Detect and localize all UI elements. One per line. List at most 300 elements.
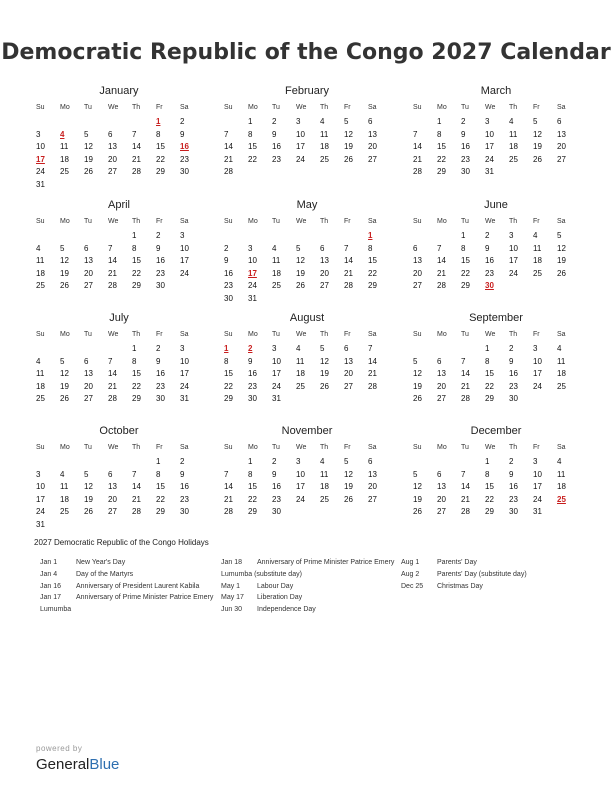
day-cell: 23: [156, 268, 165, 278]
day-cell: 27: [557, 154, 566, 164]
day-cell: 28: [132, 507, 141, 516]
day-cell: 26: [60, 394, 69, 403]
day-cell: 23: [156, 381, 165, 391]
day-cell: 11: [60, 482, 69, 491]
day-cell: 15: [485, 482, 494, 491]
day-cell: 18: [533, 256, 542, 265]
empty-day-cell: [82, 116, 106, 129]
empty-day-cell: [435, 230, 459, 243]
day-cell: 28: [108, 394, 117, 403]
weekday-header: Th: [132, 444, 141, 451]
day-cell: 31: [180, 394, 189, 403]
holiday-column-1: [40, 557, 220, 616]
day-cell: 18: [320, 482, 329, 491]
day-cell: 28: [437, 281, 446, 290]
weekday-header: Su: [224, 218, 233, 225]
day-cell: 4: [557, 344, 562, 353]
day-cell: 13: [84, 256, 93, 265]
empty-day-cell: [106, 116, 130, 129]
day-cell: 14: [344, 256, 353, 265]
day-cell: 15: [156, 482, 165, 491]
day-cell: 9: [180, 129, 185, 139]
day-cell: 8: [248, 129, 253, 139]
day-cell: 22: [461, 268, 470, 278]
day-cell: 23: [224, 281, 233, 290]
day-cell: 22: [485, 381, 494, 391]
day-cell: 13: [368, 469, 377, 479]
day-cell: 2: [509, 344, 514, 353]
holiday-column-3: [401, 557, 581, 592]
day-cell: 30: [180, 167, 189, 176]
empty-day-cell: [34, 456, 58, 469]
day-cell: 19: [413, 494, 422, 504]
day-cell: 26: [296, 281, 305, 290]
day-cell: 17: [36, 494, 45, 504]
day-cell: 27: [344, 381, 353, 391]
holiday-date: May 1: [221, 582, 241, 590]
weekday-header: Sa: [368, 444, 377, 451]
day-cell: 14: [224, 142, 233, 151]
day-cell: 15: [485, 369, 494, 378]
day-cell: 20: [108, 154, 117, 164]
empty-day-cell: [411, 343, 435, 356]
day-cell: 22: [485, 494, 494, 504]
day-cell: 2: [485, 231, 490, 240]
day-cell: 3: [485, 117, 490, 126]
day-cell: 30: [248, 394, 257, 403]
day-cell: 15: [368, 256, 377, 265]
day-cell: 1: [485, 457, 490, 466]
holiday-day-cell: 30: [485, 281, 494, 290]
weekday-header: We: [108, 218, 119, 225]
weekday-header: Tu: [84, 104, 92, 111]
day-cell: 22: [368, 268, 377, 278]
day-cell: 6: [84, 243, 89, 253]
weekday-header: Tu: [84, 218, 92, 225]
day-cell: 19: [344, 142, 353, 151]
day-cell: 7: [132, 469, 137, 479]
empty-day-cell: [34, 230, 58, 243]
day-cell: 5: [557, 231, 562, 240]
day-cell: 14: [108, 369, 117, 378]
day-cell: 19: [60, 381, 69, 391]
day-cell: 27: [413, 281, 422, 290]
day-cell: 15: [437, 142, 446, 151]
brand-general: General: [36, 756, 90, 773]
day-cell: 11: [36, 256, 45, 265]
day-cell: 10: [485, 129, 494, 139]
day-cell: 20: [437, 494, 446, 504]
day-cell: 17: [296, 142, 305, 151]
day-cell: 25: [533, 268, 542, 278]
holiday-date: Aug 1: [401, 559, 420, 566]
day-cell: 26: [344, 154, 353, 164]
day-cell: 3: [248, 243, 253, 253]
day-cell: 2: [509, 457, 514, 466]
day-cell: 12: [84, 142, 93, 151]
day-cell: 25: [296, 381, 305, 391]
day-cell: 20: [368, 142, 377, 151]
weekday-header: Tu: [461, 218, 469, 225]
holiday-date: Dec 25: [401, 582, 424, 590]
month-january: [34, 84, 204, 191]
day-cell: 7: [461, 356, 466, 366]
holiday-name: Anniversary of Prime Minister Patrice Emery Lumumba (substitute day): [221, 559, 395, 578]
day-cell: 10: [509, 243, 518, 253]
day-cell: 14: [132, 482, 141, 491]
holiday-date: Jan 4: [40, 570, 58, 578]
day-cell: 31: [272, 394, 281, 403]
empty-day-cell: [222, 230, 246, 243]
day-cell: 10: [180, 243, 189, 253]
month-december: [411, 424, 581, 519]
day-cell: 8: [132, 356, 137, 366]
day-cell: 22: [224, 381, 233, 391]
day-cell: 16: [485, 256, 494, 265]
weekday-header: Sa: [557, 104, 566, 111]
day-cell: 16: [180, 482, 189, 491]
weekday-header: We: [485, 104, 496, 111]
empty-day-cell: [58, 343, 82, 356]
day-cell: 25: [36, 281, 45, 290]
day-cell: 11: [533, 243, 542, 253]
weekday-header: Mo: [60, 331, 70, 338]
month-name: October: [99, 425, 139, 437]
day-cell: 13: [344, 356, 353, 366]
day-cell: 19: [320, 369, 329, 378]
day-cell: 8: [132, 243, 137, 253]
day-cell: 28: [224, 507, 233, 516]
empty-day-cell: [82, 343, 106, 356]
day-cell: 2: [156, 344, 161, 353]
day-cell: 3: [180, 344, 185, 353]
day-cell: 4: [36, 356, 41, 366]
holiday-entry: [401, 581, 581, 593]
weekday-header: Fr: [156, 331, 163, 338]
holiday-day-cell: 2: [248, 344, 253, 353]
weekday-header: Su: [224, 104, 233, 111]
empty-day-cell: [130, 456, 154, 469]
holiday-name: Christmas Day: [437, 582, 483, 590]
month-name: March: [480, 85, 512, 97]
day-cell: 18: [557, 369, 566, 378]
holiday-entry: [40, 592, 220, 616]
day-cell: 16: [509, 482, 518, 491]
weekday-header: Mo: [60, 104, 70, 111]
weekday-header: Mo: [248, 218, 258, 225]
month-name: August: [289, 312, 325, 324]
weekday-header: Th: [320, 218, 329, 225]
empty-day-cell: [342, 230, 366, 243]
weekday-header: Sa: [557, 218, 566, 225]
day-cell: 11: [296, 356, 305, 366]
holiday-date: Jan 18: [221, 559, 243, 566]
weekday-header: We: [108, 444, 119, 451]
weekday-header: Tu: [272, 444, 280, 451]
day-cell: 12: [320, 356, 329, 366]
day-cell: 13: [557, 129, 566, 139]
day-cell: 14: [413, 142, 422, 151]
day-cell: 9: [224, 256, 229, 265]
day-cell: 16: [156, 256, 165, 265]
month-name: April: [107, 199, 130, 211]
day-cell: 17: [533, 482, 542, 491]
day-cell: 24: [296, 494, 305, 504]
day-cell: 13: [84, 369, 93, 378]
empty-day-cell: [411, 456, 435, 469]
weekday-header: Tu: [84, 331, 92, 338]
day-cell: 10: [533, 356, 542, 366]
day-cell: 19: [533, 142, 542, 151]
day-cell: 26: [60, 281, 69, 290]
day-cell: 5: [320, 344, 325, 353]
day-cell: 16: [248, 369, 257, 378]
day-cell: 20: [84, 381, 93, 391]
day-cell: 13: [437, 369, 446, 378]
day-cell: 7: [224, 129, 229, 139]
day-cell: 4: [60, 469, 65, 479]
day-cell: 29: [248, 507, 257, 516]
day-cell: 11: [320, 469, 329, 479]
day-cell: 3: [533, 344, 538, 353]
day-cell: 30: [224, 293, 233, 303]
day-cell: 24: [36, 167, 45, 176]
day-cell: 13: [413, 256, 422, 265]
day-cell: 8: [224, 356, 229, 366]
weekday-header: We: [485, 218, 496, 225]
day-cell: 26: [84, 167, 93, 176]
weekday-header: Th: [509, 331, 518, 338]
day-cell: 8: [156, 469, 161, 479]
day-cell: 30: [509, 507, 518, 516]
weekday-header: Sa: [557, 444, 566, 451]
day-cell: 25: [320, 494, 329, 504]
day-cell: 10: [272, 356, 281, 366]
day-cell: 4: [557, 457, 562, 466]
month-name: February: [284, 85, 330, 97]
weekday-header: Tu: [461, 331, 469, 338]
day-cell: 12: [344, 129, 353, 139]
empty-day-cell: [58, 456, 82, 469]
month-august: [222, 311, 392, 406]
day-cell: 29: [368, 281, 377, 290]
day-cell: 2: [461, 117, 466, 126]
day-cell: 10: [533, 469, 542, 479]
day-cell: 4: [320, 457, 325, 466]
day-cell: 31: [485, 167, 494, 176]
day-cell: 18: [296, 369, 305, 378]
weekday-header: Su: [36, 104, 45, 111]
holiday-date: May 17: [221, 594, 244, 602]
empty-day-cell: [435, 456, 459, 469]
month-days-grid: [411, 329, 581, 406]
day-cell: 24: [296, 154, 305, 164]
weekday-header: We: [485, 444, 496, 451]
weekday-header: Mo: [437, 218, 447, 225]
month-name: December: [470, 425, 522, 437]
weekday-header: Fr: [156, 104, 163, 111]
day-cell: 26: [84, 507, 93, 516]
day-cell: 22: [132, 381, 141, 391]
day-cell: 24: [180, 381, 189, 391]
weekday-header: Fr: [533, 444, 540, 451]
day-cell: 20: [108, 494, 117, 504]
day-cell: 26: [413, 507, 422, 516]
day-cell: 24: [36, 507, 45, 516]
holiday-day-cell: 16: [180, 142, 189, 151]
day-cell: 9: [156, 356, 161, 366]
day-cell: 6: [344, 344, 349, 353]
empty-day-cell: [34, 343, 58, 356]
day-cell: 20: [320, 268, 329, 278]
empty-day-cell: [82, 456, 106, 469]
day-cell: 17: [272, 369, 281, 378]
day-cell: 18: [557, 482, 566, 491]
weekday-header: Mo: [248, 331, 258, 338]
day-cell: 2: [156, 231, 161, 240]
day-cell: 15: [248, 482, 257, 491]
day-cell: 8: [485, 469, 490, 479]
day-cell: 25: [272, 281, 281, 290]
month-may: [222, 198, 392, 305]
day-cell: 15: [156, 142, 165, 151]
holiday-name: New Year's Day: [76, 559, 126, 566]
weekday-header: Mo: [248, 104, 258, 111]
day-cell: 1: [461, 231, 466, 240]
day-cell: 20: [84, 268, 93, 278]
day-cell: 29: [156, 507, 165, 516]
weekday-header: Su: [36, 218, 45, 225]
day-cell: 16: [156, 369, 165, 378]
month-march: [411, 84, 581, 179]
day-cell: 11: [320, 129, 329, 139]
day-cell: 6: [84, 356, 89, 366]
weekday-header: Mo: [437, 331, 447, 338]
weekday-header: Mo: [248, 444, 258, 451]
month-name: November: [281, 425, 333, 437]
brand-logo[interactable]: [36, 756, 119, 773]
day-cell: 27: [84, 394, 93, 403]
day-cell: 6: [437, 356, 442, 366]
month-days-grid: [411, 102, 581, 179]
day-cell: 27: [437, 507, 446, 516]
day-cell: 26: [557, 268, 566, 278]
day-cell: 7: [413, 129, 418, 139]
day-cell: 7: [108, 356, 113, 366]
day-cell: 6: [368, 117, 373, 126]
day-cell: 3: [36, 129, 41, 139]
day-cell: 1: [485, 344, 490, 353]
day-cell: 19: [296, 268, 305, 278]
weekday-header: Fr: [156, 218, 163, 225]
day-cell: 21: [132, 494, 141, 504]
holiday-entry: [401, 557, 581, 569]
day-cell: 6: [413, 243, 418, 253]
weekday-header: Tu: [461, 104, 469, 111]
day-cell: 19: [60, 268, 69, 278]
day-cell: 27: [320, 281, 329, 290]
day-cell: 21: [461, 381, 470, 391]
weekday-header: We: [108, 331, 119, 338]
day-cell: 14: [461, 482, 470, 491]
weekday-header: We: [296, 444, 307, 451]
holiday-day-cell: 17: [248, 268, 257, 278]
day-cell: 9: [461, 129, 466, 139]
holiday-name: Anniversary of Prime Minister Patrice Emery Lumumba: [40, 594, 214, 614]
day-cell: 23: [272, 154, 281, 164]
day-cell: 27: [437, 394, 446, 403]
page-title: Democratic Republic of the Congo 2027 Calendar: [1, 40, 611, 65]
day-cell: 16: [509, 369, 518, 378]
weekday-header: We: [296, 104, 307, 111]
month-days-grid: [222, 216, 392, 305]
empty-day-cell: [106, 230, 130, 243]
holiday-entry: [40, 557, 220, 569]
weekday-header: We: [296, 218, 307, 225]
month-days-grid: [222, 442, 392, 519]
weekday-header: Su: [413, 104, 422, 111]
day-cell: 18: [509, 142, 518, 151]
holiday-day-cell: 1: [156, 117, 161, 126]
day-cell: 23: [509, 494, 518, 504]
empty-day-cell: [435, 343, 459, 356]
day-cell: 28: [132, 167, 141, 176]
day-cell: 16: [224, 268, 233, 278]
holiday-entry: [40, 569, 220, 581]
day-cell: 22: [156, 494, 165, 504]
empty-day-cell: [222, 116, 246, 129]
day-cell: 31: [36, 519, 45, 529]
day-cell: 21: [344, 268, 353, 278]
day-cell: 18: [36, 381, 45, 391]
month-name: May: [296, 199, 318, 211]
day-cell: 14: [108, 256, 117, 265]
day-cell: 8: [485, 356, 490, 366]
day-cell: 23: [180, 154, 189, 164]
day-cell: 21: [368, 369, 377, 378]
empty-day-cell: [82, 230, 106, 243]
brand-blue: Blue: [89, 756, 120, 773]
day-cell: 14: [437, 256, 446, 265]
month-days-grid: [222, 329, 392, 406]
day-cell: 8: [248, 469, 253, 479]
day-cell: 20: [368, 482, 377, 491]
weekday-header: Su: [224, 444, 233, 451]
month-name: July: [109, 312, 129, 324]
holiday-name: Parents' Day (substitute day): [437, 570, 527, 578]
holiday-name: Day of the Martyrs: [76, 570, 134, 578]
day-cell: 31: [533, 507, 542, 516]
holiday-name: Parents' Day: [437, 559, 477, 566]
day-cell: 4: [36, 243, 41, 253]
day-cell: 5: [413, 356, 418, 366]
day-cell: 25: [557, 381, 566, 391]
weekday-header: Fr: [344, 331, 351, 338]
holiday-date: Jan 17: [40, 594, 62, 602]
day-cell: 7: [437, 243, 442, 253]
day-cell: 11: [60, 142, 69, 151]
day-cell: 23: [485, 268, 494, 278]
day-cell: 25: [509, 154, 518, 164]
weekday-header: Th: [132, 218, 141, 225]
day-cell: 3: [296, 457, 301, 466]
day-cell: 28: [368, 381, 377, 391]
powered-by-text: powered by: [36, 744, 83, 753]
day-cell: 24: [509, 268, 518, 278]
day-cell: 7: [461, 469, 466, 479]
day-cell: 22: [248, 494, 257, 504]
day-cell: 30: [272, 507, 281, 516]
